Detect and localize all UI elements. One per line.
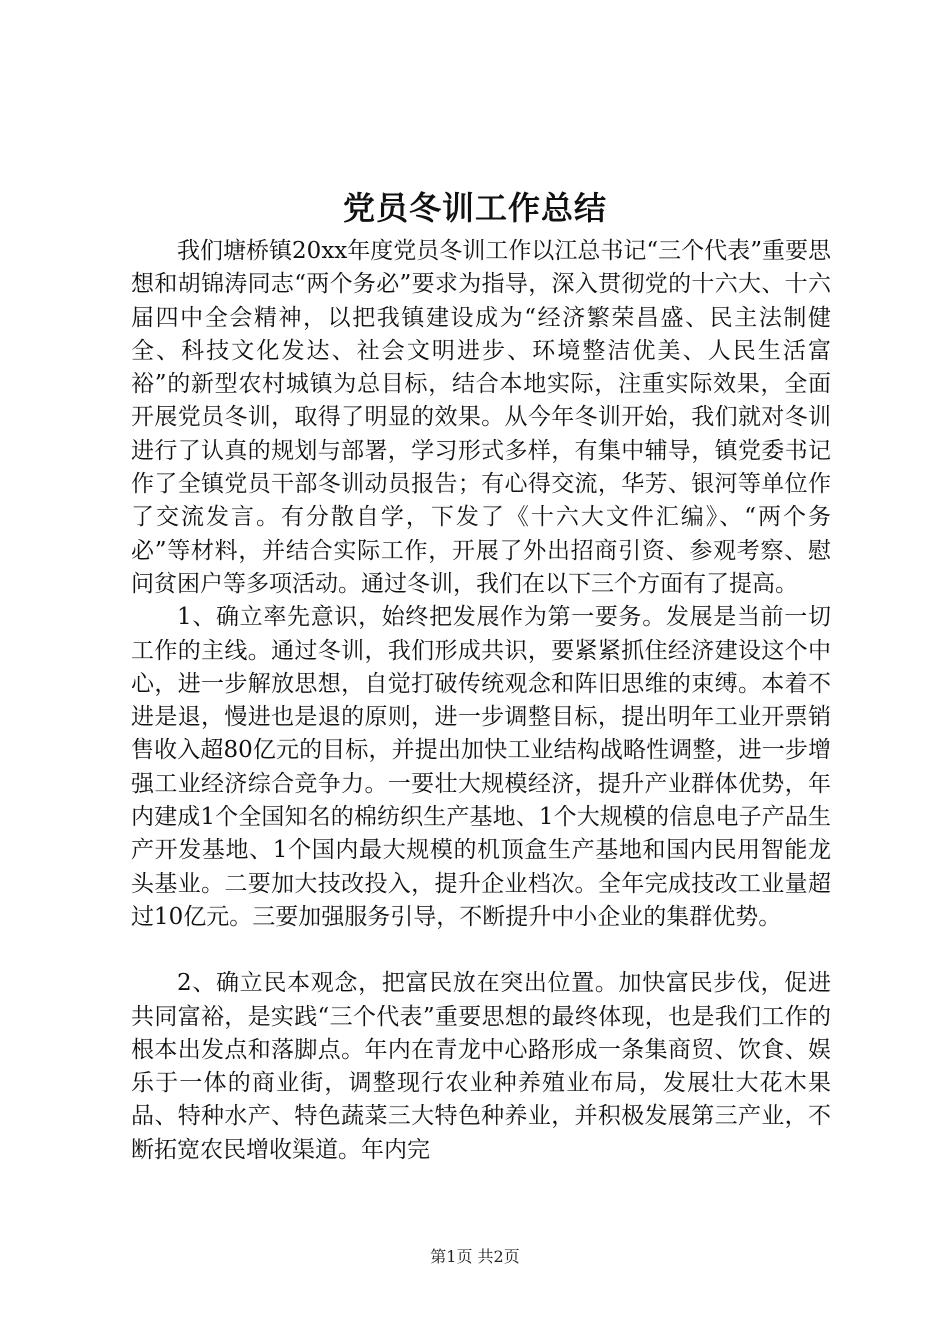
paragraph-point-1: 1、确立率先意识，始终把发展作为第一要务。发展是当前一切工作的主线。通过冬训，我们形成共识，要紧紧抓住经济建设这个中心，进一步解放思想，自觉打破传统观念和阵旧思维的束缚。本着不进是退，慢进也是退的原则，进一步调整目标，提出明年工业开票销售收入超80亿元的目标，并提出加快工业结构战略性调整，进一步增强工业经济综合竞争力。一要壮大规模经济，提升产业群体优势，年内建成1个全国知名的棉纺织生产基地、1个大规模的信息电子产品生产开发基地、1个国内最大规模的机顶盒生产基地和国内民用智能龙头基业。二要加大技改投入，提升企业档次。全年完成技改工业量超过10亿元。三要加强服务引导，不断提升中小企业的集群优势。 (131, 604, 831, 930)
document-title: 党员冬训工作总结 (342, 189, 607, 227)
page-number-footer: 第1页 共2页 (430, 1247, 520, 1266)
paragraph-intro: 我们塘桥镇20xx年度党员冬训工作以江总书记“三个代表”重要思想和胡锦涛同志“两个务必”要求为指导，深入贯彻党的十六大、十六届四中全会精神，以把我镇建设成为“经济繁荣昌盛、民主法制健全、科技文化发达、社会文明进步、环境整洁优美、人民生活富裕”的新型农村城镇为总目标，结合本地实际，注重实际效果，全面开展党员冬训，取得了明显的效果。从今年冬训开始，我们就对冬训进行了认真的规划与部署，学习形式多样，有集中辅导，镇党委书记作了全镇党员干部冬训动员报告；有心得交流，华芳、银河等单位作了交流发言。有分散自学，下发了《十六大文件汇编》、“两个务必”等材料，并结合实际工作，开展了外出招商引资、参观考察、慰问贫困户等多项活动。通过冬训，我们在以下三个方面有了提高。 (131, 238, 831, 597)
document-body (131, 235, 831, 1167)
paragraph-point-2: 2、确立民本观念，把富民放在突出位置。加快富民步伐，促进共同富裕，是实践“三个代表”重要思想的最终体现，也是我们工作的根本出发点和落脚点。年内在青龙中心路形成一条集商贸、饮食、娱乐于一体的商业街，调整现行农业种养殖业布局，发展壮大花木果品、特种水产、特色蔬菜三大特色种养业，并积极发展第三产业，不断拓宽农民增收渠道。年内完 (131, 970, 831, 1163)
